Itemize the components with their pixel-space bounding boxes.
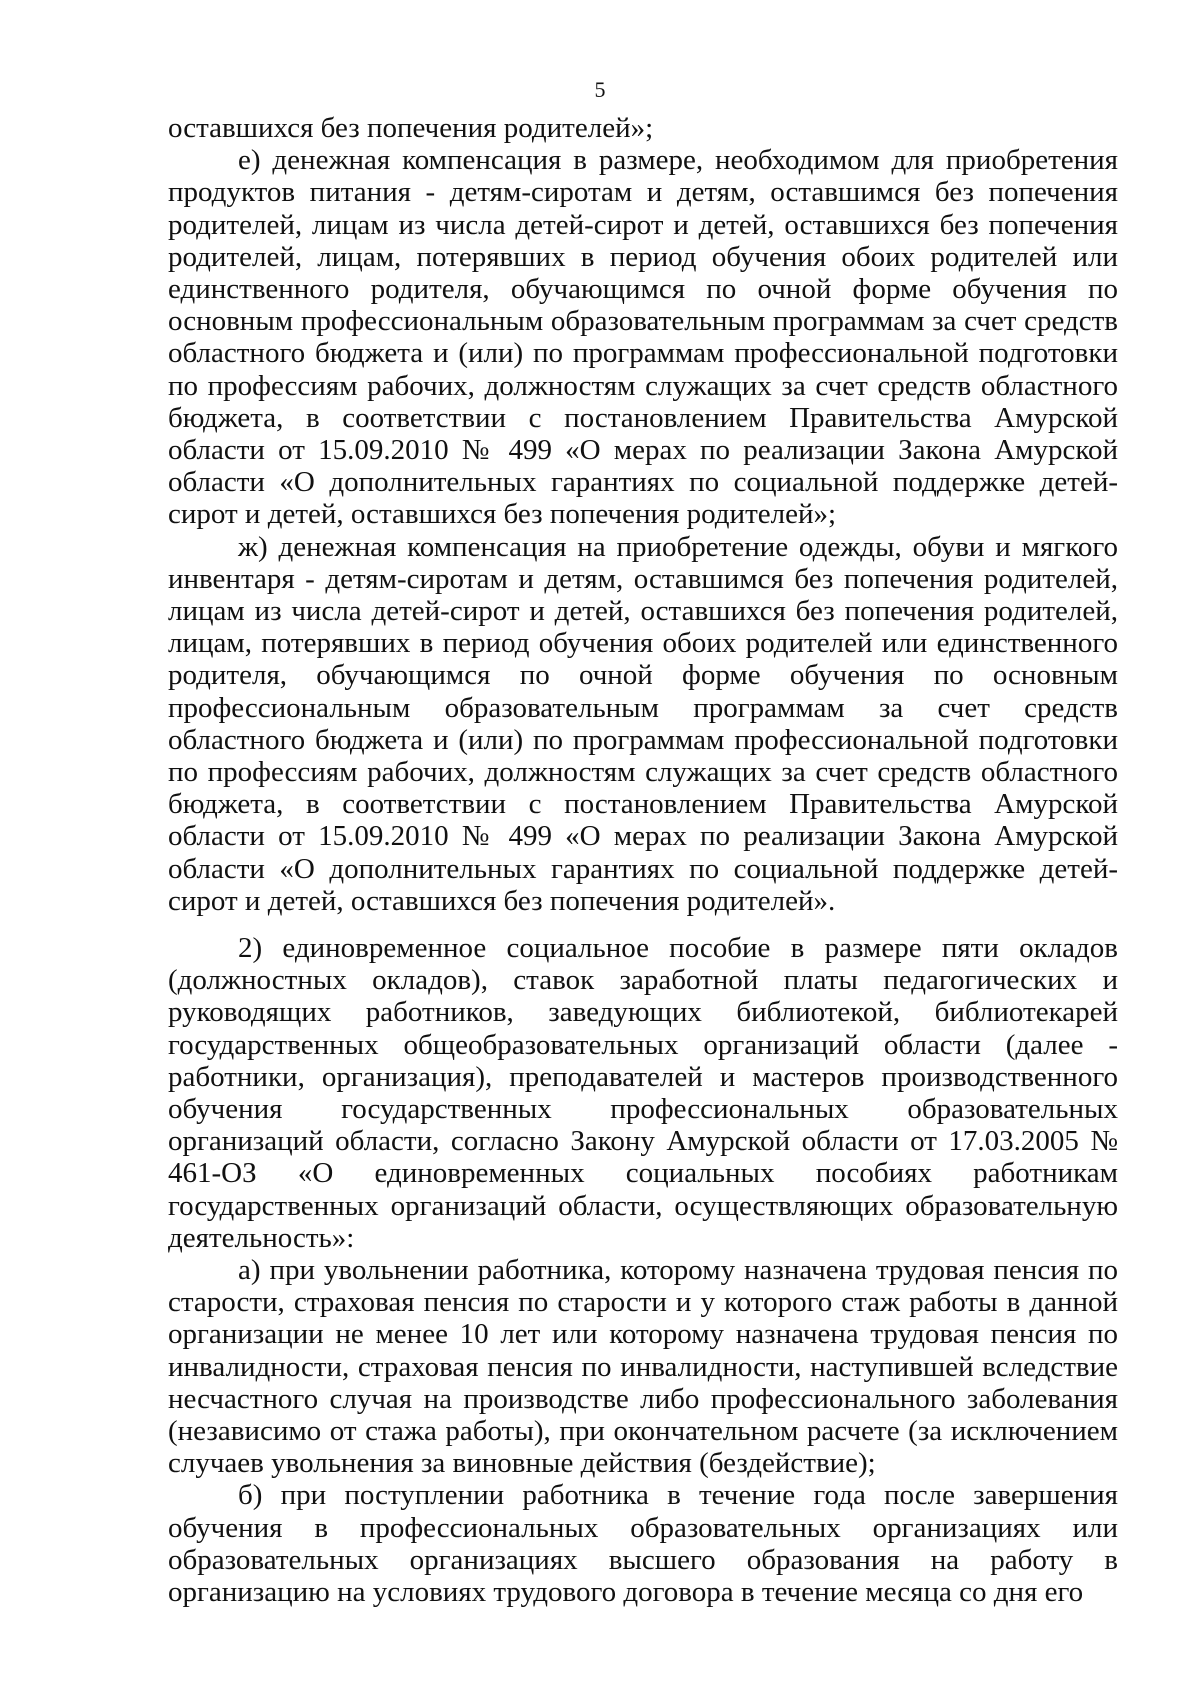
text-block-top	[168, 112, 1118, 917]
paragraph-item-a: а) при увольнении работника, которому назначена трудовая пенсия по старости, страховая пенсия по старости и у которого стаж работы в данной организации не менее 10 лет или которому назначена трудовая пенсия по инвалидности, страховая пенсия по инвалидности, наступившей вследствие несчастного случая на производстве либо профессионального заболевания (независимо от стажа работы), при окончательном расчете (за исключением случаев увольнения за виновные действия (бездействие);	[168, 1254, 1118, 1480]
paragraph: оставшихся без попечения родителей»;	[168, 112, 654, 144]
text-block-bottom	[168, 932, 1118, 1608]
paragraph-item-b: б) при поступлении работника в течение года после завершения обучения в профессиональных образовательных организациях или образовательных организациях высшего образования на работу в организацию на условиях трудового договора в течение месяца со дня его	[168, 1479, 1118, 1609]
paragraph-item-2: 2) единовременное социальное пособие в размере пяти окладов (должностных окладов), ставок заработной платы педагогических и руководящих работников, заведующих библиотекой, библиотекарей государственных общеобразовательных организаций области (далее - работники, организация), преподавателей и мастеров производственного обучения государственных профессиональных образовательных организаций области, согласно Закону Амурской области от 17.03.2005 № 461-ОЗ «О единовременных социальных пособиях работникам государственных организаций области, осуществляющих образовательную деятельность»:	[168, 932, 1118, 1254]
paragraph-item-zh: ж) денежная компенсация на приобретение одежды, обуви и мягкого инвентаря - детям-сиротам и детям, оставшимся без попечения родителей, лицам из числа детей-сирот и детей, оставшихся без попечения родителей, лицам, потерявших в период обучения обоих родителей или единственного родителя, обучающимся по очной форме обучения по основным профессиональным образовательным программам за счет средств областного бюджета и (или) по программам профессиональной подготовки по профессиям рабочих, должностям служащих за счет средств областного бюджета, в соответствии с постановлением Правительства Амурской области от 15.09.2010 № 499 «О мерах по реализации Закона Амурской области «О дополнительных гарантиях по социальной поддержке детей-сирот и детей, оставшихся без попечения родителей».	[168, 530, 1118, 917]
page-number: 5	[594, 77, 606, 102]
paragraph-item-e: е) денежная компенсация в размере, необходимом для приобретения продуктов питания - детям-сиротам и детям, оставшимся без попечения родителей, лицам из числа детей-сирот и детей, оставшихся без попечения родителей, лицам, потерявших в период обучения обоих родителей или единственного родителя, обучающимся по очной форме обучения по основным профессиональным образовательным программам за счет средств областного бюджета и (или) по программам профессиональной подготовки по профессиям рабочих, должностям служащих за счет средств областного бюджета, в соответствии с постановлением Правительства Амурской области от 15.09.2010 № 499 «О мерах по реализации Закона Амурской области «О дополнительных гарантиях по социальной поддержке детей-сирот и детей, оставшихся без попечения родителей»;	[168, 144, 1118, 531]
